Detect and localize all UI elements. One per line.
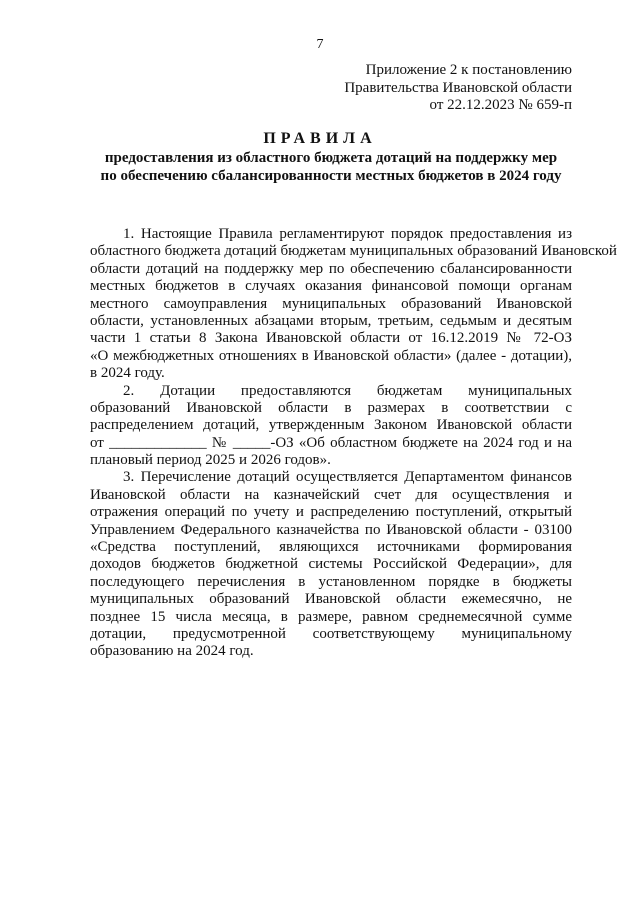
- text-line: «Средства поступлений, являющихся источниками формирования: [90, 539, 572, 556]
- appendix-line: от 22.12.2023 № 659-п: [429, 97, 572, 113]
- document-title: ПРАВИЛА: [263, 130, 377, 147]
- text-line: позднее 15 числа месяца, в размере, равном среднемесячной сумме: [90, 608, 572, 625]
- text-line: Управлением Федерального казначейства по Ивановской области - 03100: [90, 521, 572, 538]
- document-subtitle: [90, 150, 572, 185]
- paragraph-3: [90, 469, 572, 660]
- text-line: в 2024 году.: [90, 365, 165, 382]
- text-line: плановый период 2025 и 2026 годов».: [90, 452, 331, 469]
- text-line: распределением дотаций, утвержденным Законом Ивановской области: [90, 417, 572, 434]
- text-line: отражения операций по учету и распределению поступлений, открытый: [90, 504, 572, 521]
- text-line: местного самоуправления муниципальных образований Ивановской: [90, 295, 572, 312]
- subtitle-line: по обеспечению сбалансированности местных бюджетов в 2024 году: [100, 167, 562, 184]
- text-line: области, установленных абзацами вторым, третьим, седьмым и десятым: [90, 312, 572, 329]
- text-line: образований Ивановской области в размерах в соответствии с: [90, 399, 572, 416]
- text-line: 1. Настоящие Правила регламентируют порядок предоставления из: [123, 226, 572, 242]
- text-line: «О межбюджетных отношениях в Ивановской области» (далее - дотации),: [90, 347, 572, 364]
- text-line: доходов бюджетов бюджетной системы Российской Федерации», для: [90, 556, 572, 573]
- appendix-note: [344, 62, 572, 115]
- paragraph-2: [90, 383, 572, 470]
- text-line: Ивановской области на казначейский счет для осуществления и: [90, 486, 572, 503]
- text-line: части 1 статьи 8 Закона Ивановской области от 16.12.2019 № 72-ОЗ: [90, 330, 572, 347]
- text-line: образованию на 2024 год.: [90, 643, 254, 660]
- text-line: местных бюджетов в случаях оказания финансовой помощи органам: [90, 278, 572, 295]
- subtitle-line: предоставления из областного бюджета дотаций на поддержку мер: [104, 150, 558, 166]
- text-line: областного бюджета дотаций бюджетам муниципальных образований Ивановской: [90, 243, 617, 260]
- text-line: от _____________ № _____-ОЗ «Об областном бюджете на 2024 год и на: [90, 434, 572, 451]
- page-number: 7: [316, 37, 324, 52]
- document-body: [90, 226, 617, 661]
- paragraph-1: [90, 226, 617, 383]
- text-line: дотации, предусмотренной соответствующему муниципальному: [90, 625, 572, 642]
- appendix-line: Приложение 2 к постановлению: [365, 62, 572, 78]
- text-line: 2. Дотации предоставляются бюджетам муниципальных: [123, 382, 572, 399]
- appendix-line: Правительства Ивановской области: [344, 79, 572, 96]
- text-line: муниципальных образований Ивановской области ежемесячно, не: [90, 591, 572, 608]
- text-line: последующего перечисления в установленном порядке в бюджеты: [90, 573, 572, 590]
- text-line: области дотаций на поддержку мер по обеспечению сбалансированности: [90, 260, 572, 277]
- text-line: 3. Перечисление дотаций осуществляется Департаментом финансов: [123, 469, 572, 486]
